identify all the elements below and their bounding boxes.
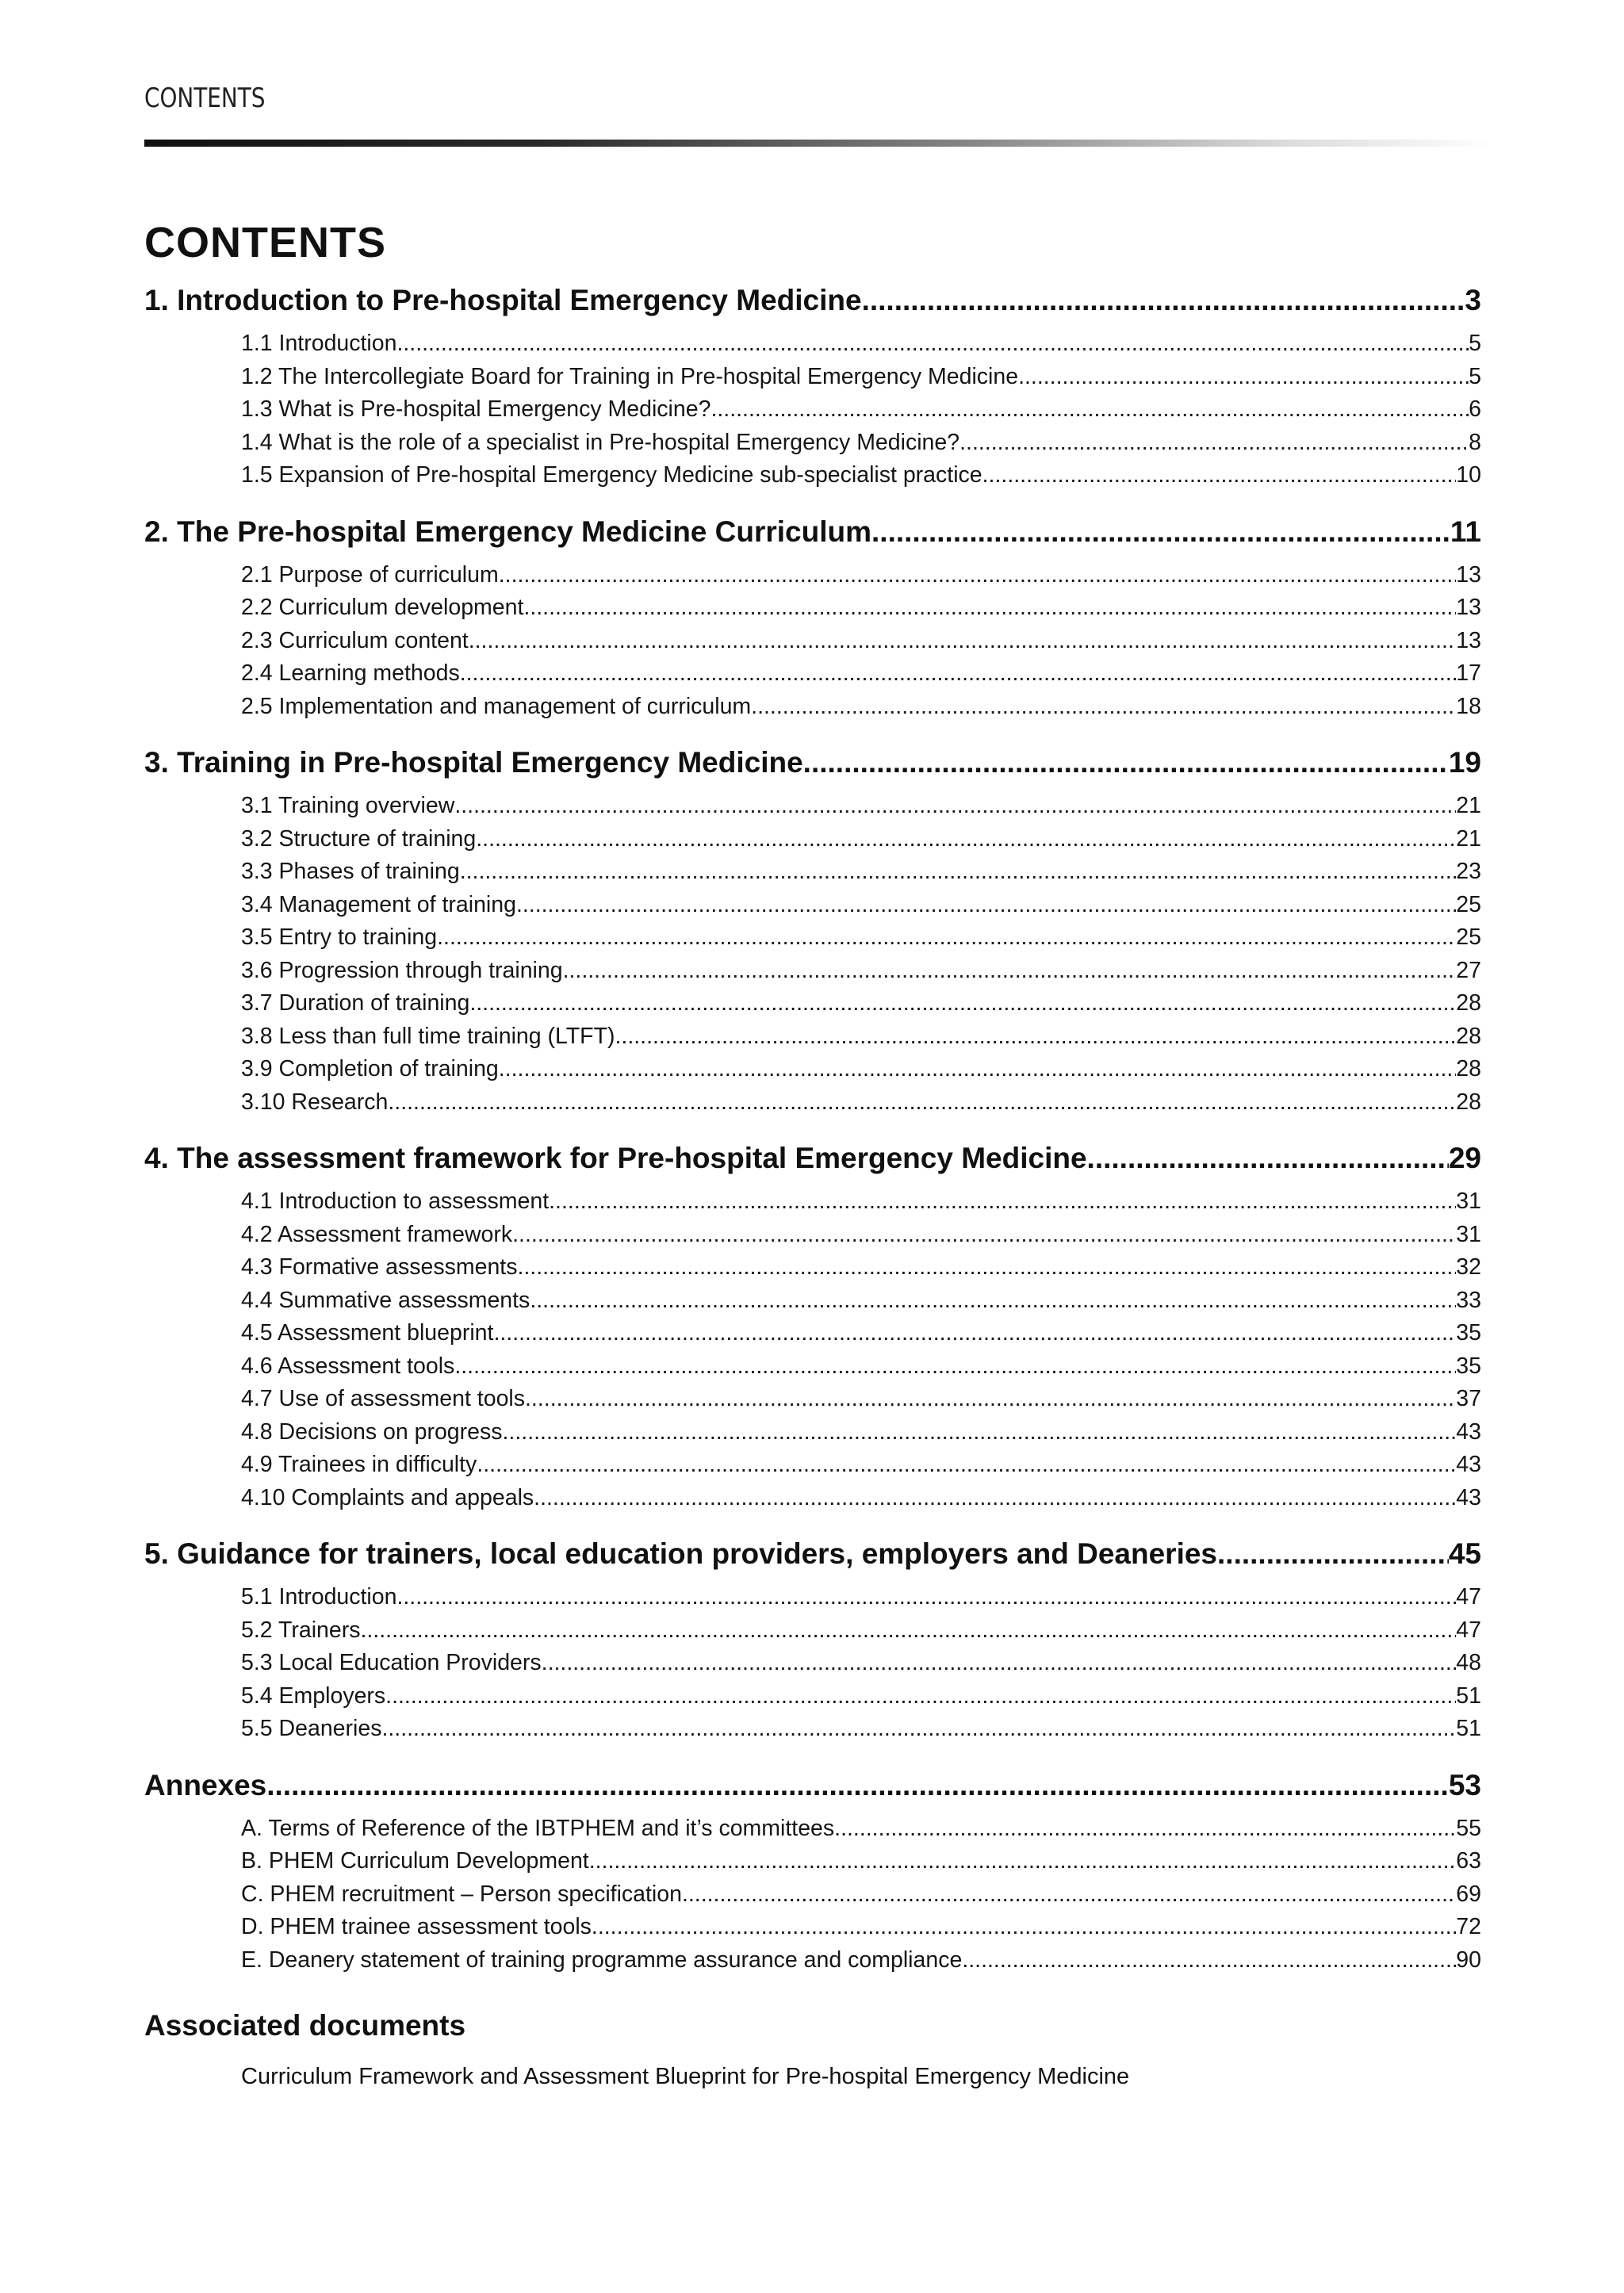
toc-section-entry[interactable] [144,1763,1481,1808]
toc-subsection-entry-label: 2.2 Curriculum development [241,595,524,620]
toc-subsection-entry-label: 2.1 Purpose of curriculum [241,561,499,588]
dot-leader [469,625,1457,658]
toc-subsection-entry-label: 4.2 Assessment framework [241,1221,513,1247]
toc-subsection-entry-label: 3.8 Less than full time training (LTFT) [241,1023,615,1049]
toc-section-entry-label: 3. Training in Pre-hospital Emergency Medicine [144,746,803,779]
dot-leader [512,1219,1456,1252]
toc-subsection-entry[interactable] [241,1416,1481,1449]
dot-leader [803,741,1449,785]
dot-leader [266,1763,1449,1808]
toc-subsection-entry-page-number: 51 [1456,1682,1481,1709]
toc-subsection-entry[interactable] [241,559,1481,592]
toc-subsection-entry-label: 4.4 Summative assessments [241,1287,530,1313]
dot-leader [381,1713,1456,1746]
dot-leader [542,1647,1457,1680]
toc-section-entry-label: 5. Guidance for trainers, local education providers, employers and Deaneries [144,1537,1218,1570]
toc-subsection-entry-page-number: 69 [1456,1881,1481,1907]
toc-subsection-entry-label: 3.5 Entry to training [241,924,438,950]
dot-leader [1018,361,1469,394]
toc-subsection-entry[interactable] [241,1350,1481,1384]
toc-subsection-entry-page-number: 31 [1456,1221,1481,1247]
associated-document-link[interactable]: Curriculum Framework and Assessment Blueprint for Pre-hospital Emergency Medicine [241,2064,1130,2089]
dot-leader [959,427,1469,460]
dot-leader [1217,1532,1449,1576]
toc-subsection-entry[interactable] [241,955,1481,988]
toc-subsection-entry-page-number: 27 [1456,957,1481,983]
toc-subsection-entry-page-number: 28 [1456,1023,1481,1049]
toc-subsection-entry[interactable] [241,889,1481,922]
page-title: CONTENTS [144,219,386,266]
dot-leader [982,459,1457,492]
toc-subsection-entry-page-number: 25 [1456,924,1481,950]
toc-subsection-entry-label: 3.1 Training overview [241,793,455,818]
toc-subsection-list [144,327,1481,492]
dot-leader [525,1383,1456,1416]
toc-subsection-entry-page-number: 8 [1469,429,1481,455]
toc-subsection-list [144,1185,1481,1514]
toc-subsection-entry-label: 4.3 Formative assessments [241,1254,518,1280]
toc-subsection-entry-label: C. PHEM recruitment – Person specification [241,1881,682,1907]
dot-leader [477,1449,1456,1482]
dot-leader [615,1020,1457,1054]
toc-subsection-entry-label: B. PHEM Curriculum Development [241,1848,589,1874]
dot-leader [460,657,1457,691]
toc-subsection-entry-page-number: 35 [1456,1320,1481,1346]
toc-subsection-entry[interactable] [241,823,1481,856]
toc-subsection-entry[interactable] [241,1449,1481,1482]
toc-subsection-entry-page-number: 13 [1456,595,1481,620]
dot-leader [682,1878,1456,1912]
toc-subsection-entry-page-number: 13 [1456,561,1481,588]
toc-section-entry-label: Annexes [144,1768,267,1801]
associated-documents-heading: Associated documents [144,2009,466,2042]
toc-subsection-entry-page-number: 51 [1456,1716,1481,1741]
toc-subsection-entry-page-number: 43 [1456,1484,1481,1510]
dot-leader [437,921,1456,955]
toc-subsection-entry-label: 5.3 Local Education Providers [241,1650,542,1675]
toc-section-entry[interactable] [144,1532,1481,1576]
toc-subsection-entry-label: 5.1 Introduction [241,1584,397,1610]
toc-subsection-entry[interactable] [241,1383,1481,1416]
toc-subsection-entry[interactable] [241,1680,1481,1713]
toc-subsection-entry[interactable] [241,1284,1481,1318]
toc-subsection-entry-page-number: 5 [1469,331,1481,356]
toc-subsection-entry-label: 3.2 Structure of training [241,825,477,852]
toc-subsection-entry[interactable] [241,361,1481,394]
toc-section-entry[interactable] [144,510,1481,554]
dot-leader [396,1581,1456,1614]
toc-subsection-entry[interactable] [241,1020,1481,1054]
dot-leader [476,823,1456,856]
toc-subsection-entry[interactable] [241,1251,1481,1284]
toc-subsection-entry-label: 4.7 Use of assessment tools [241,1386,526,1411]
toc-subsection-entry-page-number: 13 [1456,627,1481,653]
dot-leader [396,327,1469,361]
toc-subsection-entry-label: 4.10 Complaints and appeals [241,1484,534,1510]
toc-subsection-entry-label: 4.8 Decisions on progress [241,1418,503,1445]
toc-subsection-entry-label: E. Deanery statement of training programme assurance and compliance [241,1947,963,1973]
dot-leader [563,955,1457,988]
toc-section-entry-page-number: 3 [1465,284,1481,316]
toc-subsection-entry[interactable] [241,1219,1481,1252]
toc-subsection-entry-label: 5.4 Employers [241,1682,386,1709]
dot-leader [534,1482,1456,1515]
toc-subsection-entry-label: 4.1 Introduction to assessment [241,1189,550,1214]
toc-subsection-entry-label: D. PHEM trainee assessment tools [241,1914,592,1939]
toc-subsection-entry-label: 1.3 What is Pre-hospital Emergency Medicine? [241,396,711,422]
toc-section-entry-page-number: 19 [1448,746,1481,779]
dot-leader [751,691,1456,724]
toc-subsection-entry-page-number: 21 [1456,793,1481,818]
dot-leader [454,790,1456,823]
toc-subsection-entry-label: 3.3 Phases of training [241,859,460,884]
toc-subsection-entry[interactable] [241,1317,1481,1350]
dot-leader [710,393,1469,427]
toc-section-entry-label: 4. The assessment framework for Pre-hospital Emergency Medicine [144,1142,1087,1174]
toc-subsection-entry-label: 3.9 Completion of training [241,1056,499,1081]
dot-leader [530,1284,1456,1318]
toc-subsection-entry-label: 5.5 Deaneries [241,1716,382,1741]
toc-subsection-entry[interactable] [241,1813,1481,1846]
dot-leader [589,1845,1457,1878]
toc-subsection-entry-label: 1.2 The Intercollegiate Board for Training in Pre-hospital Emergency Medicine [241,363,1019,389]
dot-leader [516,889,1456,922]
toc-subsection-entry-label: 2.4 Learning methods [241,660,460,686]
toc-subsection-entry-page-number: 63 [1456,1848,1481,1874]
toc-subsection-entry[interactable] [241,1845,1481,1878]
dot-leader [1087,1136,1449,1181]
toc-subsection-entry-label: 5.2 Trainers [241,1617,361,1643]
toc-subsection-entry-page-number: 90 [1456,1947,1481,1973]
toc-subsection-list [144,1813,1481,1977]
toc-section-entry-page-number: 45 [1448,1537,1481,1570]
toc-subsection-list [144,559,1481,724]
toc-subsection-entry-label: A. Terms of Reference of the IBTPHEM and it’s committees [241,1815,835,1841]
header-rule [144,140,1492,147]
toc-subsection-entry-page-number: 43 [1456,1418,1481,1445]
contents-page [144,76,1481,2094]
toc-subsection-entry-page-number: 5 [1469,363,1481,389]
toc-subsection-entry[interactable] [241,1482,1481,1515]
toc-subsection-entry[interactable] [241,856,1481,889]
toc-subsection-entry-page-number: 28 [1456,1089,1481,1115]
toc-section-entry-page-number: 11 [1450,515,1481,548]
toc-subsection-entry-page-number: 33 [1456,1287,1481,1313]
dot-leader [549,1185,1456,1219]
toc-subsection-entry-page-number: 21 [1456,825,1481,852]
toc-subsection-entry-page-number: 31 [1456,1189,1481,1214]
toc-subsection-entry[interactable] [241,393,1481,427]
toc-subsection-entry[interactable] [241,1713,1481,1746]
toc-section-entry[interactable] [144,278,1481,323]
toc-subsection-entry-page-number: 37 [1456,1386,1481,1411]
dot-leader [460,856,1457,889]
toc-subsection-entry-page-number: 23 [1456,859,1481,884]
toc-section-entry-page-number: 29 [1448,1142,1481,1174]
toc-subsection-entry-label: 2.5 Implementation and management of curriculum [241,693,752,719]
dot-leader [503,1416,1457,1449]
toc-subsection-entry[interactable] [241,1086,1481,1120]
toc-section-entry-label: 1. Introduction to Pre-hospital Emergency Medicine [144,284,862,316]
dot-leader [493,1317,1456,1350]
toc-subsection-entry[interactable] [241,1185,1481,1219]
toc-subsection-entry-page-number: 72 [1456,1914,1481,1939]
table-of-contents [144,278,1481,1977]
dot-leader [499,559,1457,592]
toc-subsection-entry-label: 1.1 Introduction [241,331,397,356]
dot-leader [862,278,1465,323]
toc-subsection-entry[interactable] [241,987,1481,1020]
dot-leader [454,1350,1456,1384]
toc-section-entry[interactable] [144,1136,1481,1181]
toc-subsection-entry-page-number: 35 [1456,1353,1481,1379]
toc-subsection-entry-page-number: 6 [1469,396,1481,422]
toc-subsection-entry-label: 3.6 Progression through training [241,957,563,983]
toc-subsection-entry-label: 1.5 Expansion of Pre-hospital Emergency Medicine sub-specialist practice [241,462,982,488]
toc-subsection-entry-page-number: 18 [1456,693,1481,719]
dot-leader [361,1614,1457,1648]
toc-subsection-entry[interactable] [241,1581,1481,1614]
dot-leader [385,1680,1456,1713]
toc-subsection-entry[interactable] [241,1911,1481,1944]
toc-subsection-entry[interactable] [241,790,1481,823]
toc-subsection-entry-page-number: 28 [1456,1056,1481,1081]
toc-section-entry-page-number: 53 [1448,1768,1481,1801]
toc-subsection-entry-page-number: 28 [1456,990,1481,1016]
toc-subsection-entry-page-number: 25 [1456,891,1481,917]
dot-leader [592,1911,1456,1944]
dot-leader [834,1813,1456,1846]
dot-leader [388,1086,1456,1120]
toc-subsection-entry-label: 3.7 Duration of training [241,990,470,1016]
toc-subsection-entry-label: 1.4 What is the role of a specialist in Pre-hospital Emergency Medicine? [241,429,960,455]
toc-subsection-entry-page-number: 10 [1456,462,1481,488]
toc-subsection-entry[interactable] [241,625,1481,658]
toc-subsection-entry-label: 3.10 Research [241,1089,389,1115]
toc-subsection-entry-page-number: 48 [1456,1650,1481,1675]
toc-subsection-entry[interactable] [241,691,1481,724]
toc-subsection-entry[interactable] [241,459,1481,492]
toc-subsection-entry[interactable] [241,657,1481,691]
toc-subsection-entry-page-number: 47 [1456,1584,1481,1610]
toc-subsection-entry[interactable] [241,1878,1481,1912]
toc-subsection-entry-page-number: 47 [1456,1617,1481,1643]
toc-section-entry-label: 2. The Pre-hospital Emergency Medicine Curriculum [144,515,872,548]
toc-subsection-entry[interactable] [241,1647,1481,1680]
toc-subsection-entry-label: 3.4 Management of training [241,891,516,917]
toc-subsection-entry[interactable] [241,1944,1481,1977]
toc-subsection-list [144,790,1481,1119]
dot-leader [871,510,1450,554]
toc-section-entry[interactable] [144,741,1481,785]
dot-leader [517,1251,1456,1284]
toc-subsection-entry-label: 4.6 Assessment tools [241,1353,455,1379]
toc-subsection-list [144,1581,1481,1746]
toc-subsection-entry-page-number: 43 [1456,1452,1481,1477]
toc-subsection-entry-page-number: 32 [1456,1254,1481,1280]
toc-subsection-entry[interactable] [241,1614,1481,1648]
toc-subsection-entry[interactable] [241,591,1481,625]
toc-subsection-entry[interactable] [241,921,1481,955]
toc-subsection-entry-page-number: 55 [1456,1815,1481,1841]
toc-subsection-entry[interactable] [241,327,1481,361]
toc-subsection-entry[interactable] [241,1053,1481,1086]
dot-leader [962,1944,1456,1977]
toc-subsection-entry-label: 4.9 Trainees in difficulty [241,1452,477,1477]
dot-leader [523,591,1456,625]
toc-subsection-entry-label: 2.3 Curriculum content [241,627,469,653]
toc-subsection-entry-label: 4.5 Assessment blueprint [241,1320,494,1346]
running-head: CONTENTS [144,82,266,114]
toc-subsection-entry[interactable] [241,427,1481,460]
dot-leader [469,987,1456,1020]
toc-subsection-entry-page-number: 17 [1456,660,1481,686]
dot-leader [499,1053,1457,1086]
